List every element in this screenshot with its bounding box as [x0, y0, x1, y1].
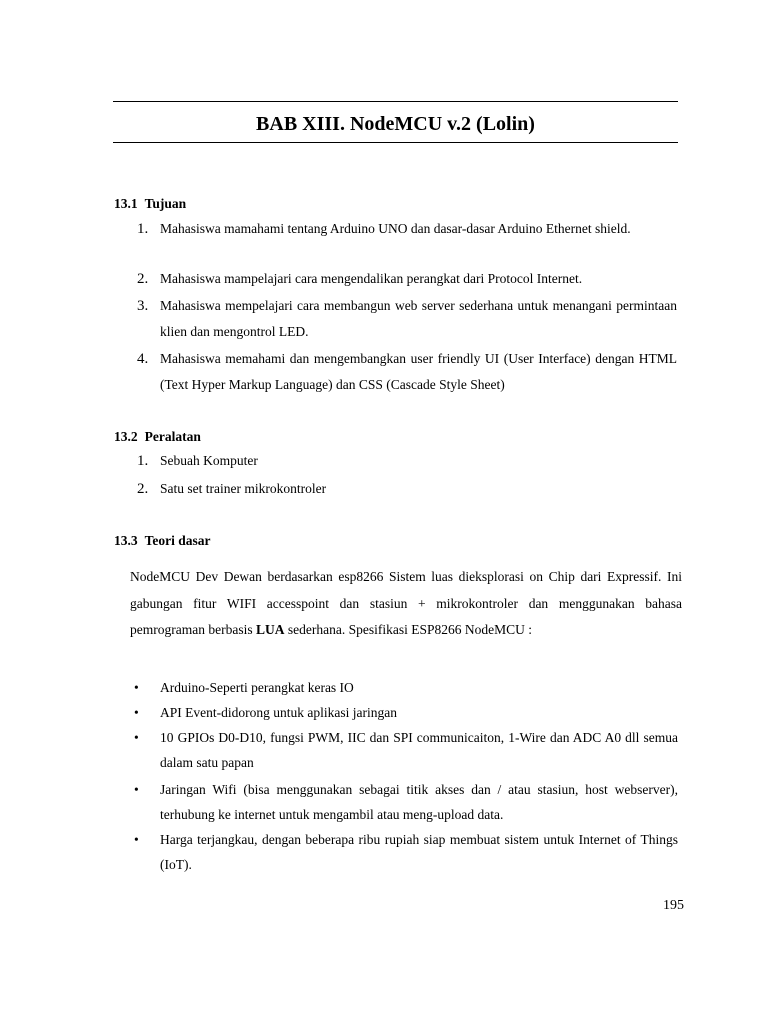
section-title: Peralatan [144, 429, 201, 444]
paragraph-text: sederhana. Spesifikasi ESP8266 NodeMCU : [287, 622, 532, 637]
list-number: 1. [137, 221, 149, 237]
section-title: Teori dasar [144, 533, 211, 548]
bullet-item [134, 700, 678, 725]
bullet-item [134, 827, 678, 877]
section-title: Tujuan [144, 196, 187, 211]
bullet-mark: • [134, 705, 139, 720]
section-heading-peralatan [114, 428, 201, 446]
bullet-mark: • [134, 832, 139, 847]
list-item-text: Mahasiswa memahami dan mengembangkan user friendly UI (User Interface) dengan HTML (Text Hyper Markup Language) dan CSS (Cascade Style Sheet) [160, 351, 677, 392]
list-item [137, 293, 677, 345]
list-item-text: Sebuah Komputer [160, 453, 258, 468]
section-heading-teori-dasar [114, 532, 211, 550]
list-item [137, 448, 677, 474]
bullet-text: Jaringan Wifi (bisa menggunakan sebagai titik akses dan / atau stasiun, host webserver), terhubung ke internet untuk mengambil atau meng-upload data. [160, 782, 678, 822]
bullet-mark: • [134, 680, 139, 695]
list-number: 3. [137, 298, 149, 314]
bullet-text: Arduino-Seperti perangkat keras IO [160, 680, 354, 695]
bullet-text: 10 GPIOs D0-D10, fungsi PWM, IIC dan SPI communicaiton, 1-Wire dan ADC A0 dll semua dalam satu papan [160, 730, 678, 770]
list-item-text: Mahasiswa mamahami tentang Arduino UNO dan dasar-dasar Arduino Ethernet shield. [160, 221, 631, 236]
list-item [137, 216, 677, 242]
bullet-mark: • [134, 782, 139, 797]
bullet-item [134, 777, 678, 827]
paragraph-bold-term: LUA [255, 622, 285, 637]
section-number: 13.2 [114, 429, 138, 444]
list-item-text: Satu set trainer mikrokontroler [160, 481, 327, 496]
list-number: 4. [137, 351, 149, 367]
bullet-text: API Event-didorong untuk aplikasi jaringan [160, 705, 397, 720]
list-item-text: Mahasiswa mempelajari cara membangun web server sederhana untuk menangani permintaan klien dan mengontrol LED. [160, 298, 677, 339]
bullet-text: Harga terjangkau, dengan beberapa ribu rupiah siap membuat sistem untuk Internet of Things (IoT). [160, 832, 678, 872]
bullet-item [134, 675, 678, 700]
list-item [137, 346, 677, 398]
section-number: 13.1 [114, 196, 138, 211]
list-number: 2. [137, 481, 149, 497]
title-bottom-rule [113, 142, 678, 143]
bullet-mark: • [134, 730, 139, 745]
section-heading-tujuan [114, 195, 186, 213]
list-item-text: Mahasiswa mampelajari cara mengendalikan perangkat dari Protocol Internet. [160, 271, 583, 286]
section-number: 13.3 [114, 533, 138, 548]
theory-paragraph [130, 564, 682, 644]
bullet-item [134, 725, 678, 775]
title-top-rule [113, 101, 678, 102]
list-item [137, 476, 677, 502]
page-number: 195 [663, 898, 684, 913]
list-item [137, 266, 677, 292]
chapter-title: BAB XIII. NodeMCU v.2 (Lolin) [256, 113, 535, 135]
list-number: 2. [137, 271, 149, 287]
paragraph-text: NodeMCU Dev Dewan berdasarkan esp8266 Sistem luas dieksplorasi on Chip dari Expressif. Ini gabungan fitur WIFI accesspoint dan stasiun + mikrokontroler dan menggunakan bahasa pemrograman berbasis [130, 569, 682, 637]
list-number: 1. [137, 453, 149, 469]
